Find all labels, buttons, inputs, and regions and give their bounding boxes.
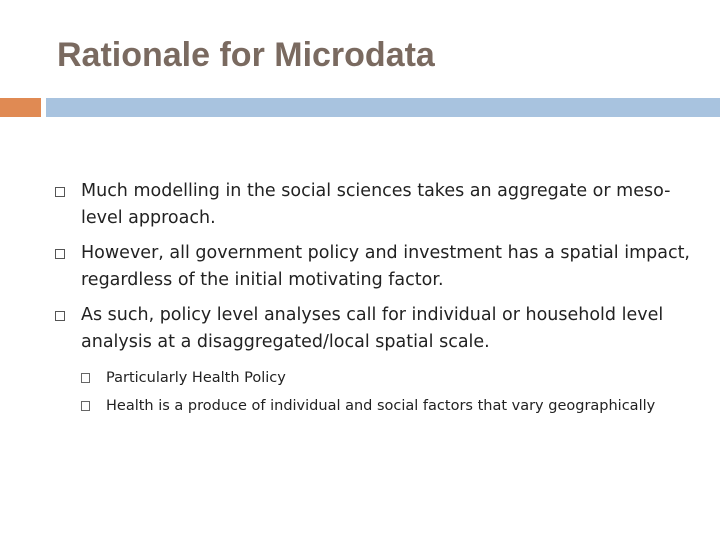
sub-bullet-list [81, 364, 705, 420]
square-bullet-icon [55, 187, 65, 197]
bullet-item [55, 302, 705, 356]
sub-bullet-item [81, 392, 705, 420]
accent-bar-orange [0, 98, 41, 117]
sub-bullet-text: Particularly Health Policy [106, 370, 286, 386]
bullet-text: However, all government policy and investment has a spatial impact, regardless of the initial motivating factor. [81, 243, 690, 290]
sub-bullet-item [81, 364, 705, 392]
bullet-item [55, 240, 705, 294]
sub-bullet-text: Health is a produce of individual and social factors that vary geographically [106, 398, 656, 414]
slide-body [55, 178, 705, 420]
bullet-text: Much modelling in the social sciences takes an aggregate or meso-level approach. [81, 181, 671, 228]
bullet-text: As such, policy level analyses call for individual or household level analysis at a disaggregated/local spatial scale. [81, 305, 664, 352]
square-bullet-icon [81, 401, 90, 411]
slide-title: Rationale for Microdata [57, 36, 435, 74]
square-bullet-icon [55, 311, 65, 321]
square-bullet-icon [81, 373, 90, 383]
square-bullet-icon [55, 249, 65, 259]
accent-bar-blue [46, 98, 720, 117]
bullet-item [55, 178, 705, 232]
